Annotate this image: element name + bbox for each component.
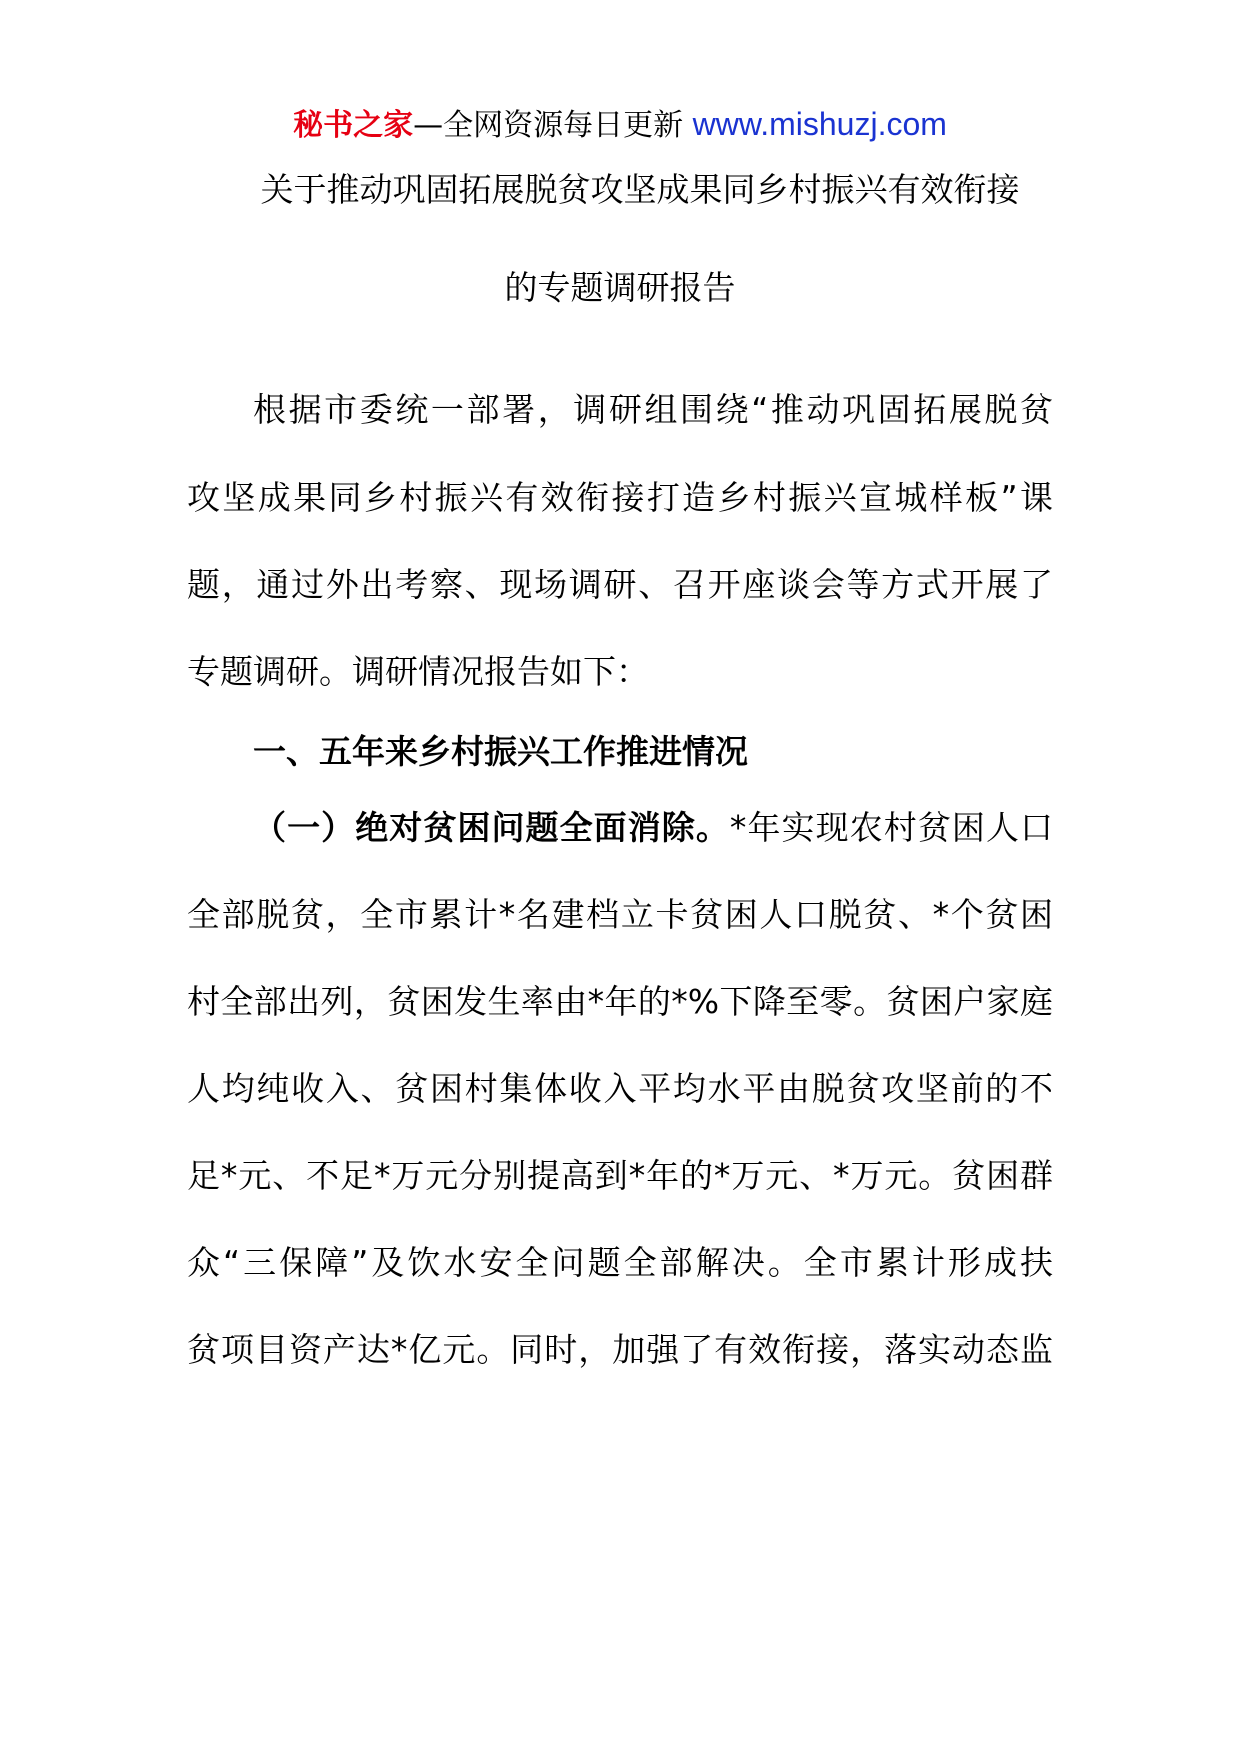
subsection-1-line-4: 人均纯收入、贫困村集体收入平均水平由脱贫攻坚前的不 <box>187 1069 1053 1108</box>
header-tagline: —全网资源每日更新 <box>413 108 693 143</box>
report-title-line-1: 关于推动巩固拓展脱贫攻坚成果同乡村振兴有效衔接 <box>260 170 1020 209</box>
report-title-line-2: 的专题调研报告 <box>504 268 736 307</box>
subsection-1-line-2: 全部脱贫，全市累计*名建档立卡贫困人口脱贫、*个贫困 <box>187 895 1053 934</box>
intro-line-2: 攻坚成果同乡村振兴有效衔接打造乡村振兴宣城样板”课 <box>187 478 1053 517</box>
subsection-1-line-6: 众“三保障”及饮水安全问题全部解决。全市累计形成扶 <box>187 1243 1053 1282</box>
subsection-1-line-5: 足*元、不足*万元分别提高到*年的*万元、*万元。贫困群 <box>187 1156 1053 1195</box>
brand-name: 秘书之家 <box>293 108 414 143</box>
intro-line-4: 专题调研。调研情况报告如下： <box>187 652 649 691</box>
intro-line-1: 根据市委统一部署，调研组围绕“推动巩固拓展脱贫 <box>253 390 1053 429</box>
subsection-1-line-3: 村全部出列，贫困发生率由*年的*%下降至零。贫困户家庭 <box>187 982 1053 1021</box>
intro-line-3: 题，通过外出考察、现场调研、召开座谈会等方式开展了 <box>187 565 1053 604</box>
subsection-1-line-7: 贫项目资产达*亿元。同时，加强了有效衔接，落实动态监 <box>187 1330 1053 1369</box>
subsection-1-heading: （一）绝对贫困问题全面消除。 <box>253 808 730 847</box>
site-header <box>0 104 1240 146</box>
subsection-1-first-text: *年实现农村贫困人口 <box>729 808 1054 847</box>
subsection-1-line-1 <box>253 806 1053 850</box>
section-1-heading: 一、五年来乡村振兴工作推进情况 <box>253 732 748 771</box>
site-url-link[interactable]: www.mishuzj.com <box>692 106 947 142</box>
